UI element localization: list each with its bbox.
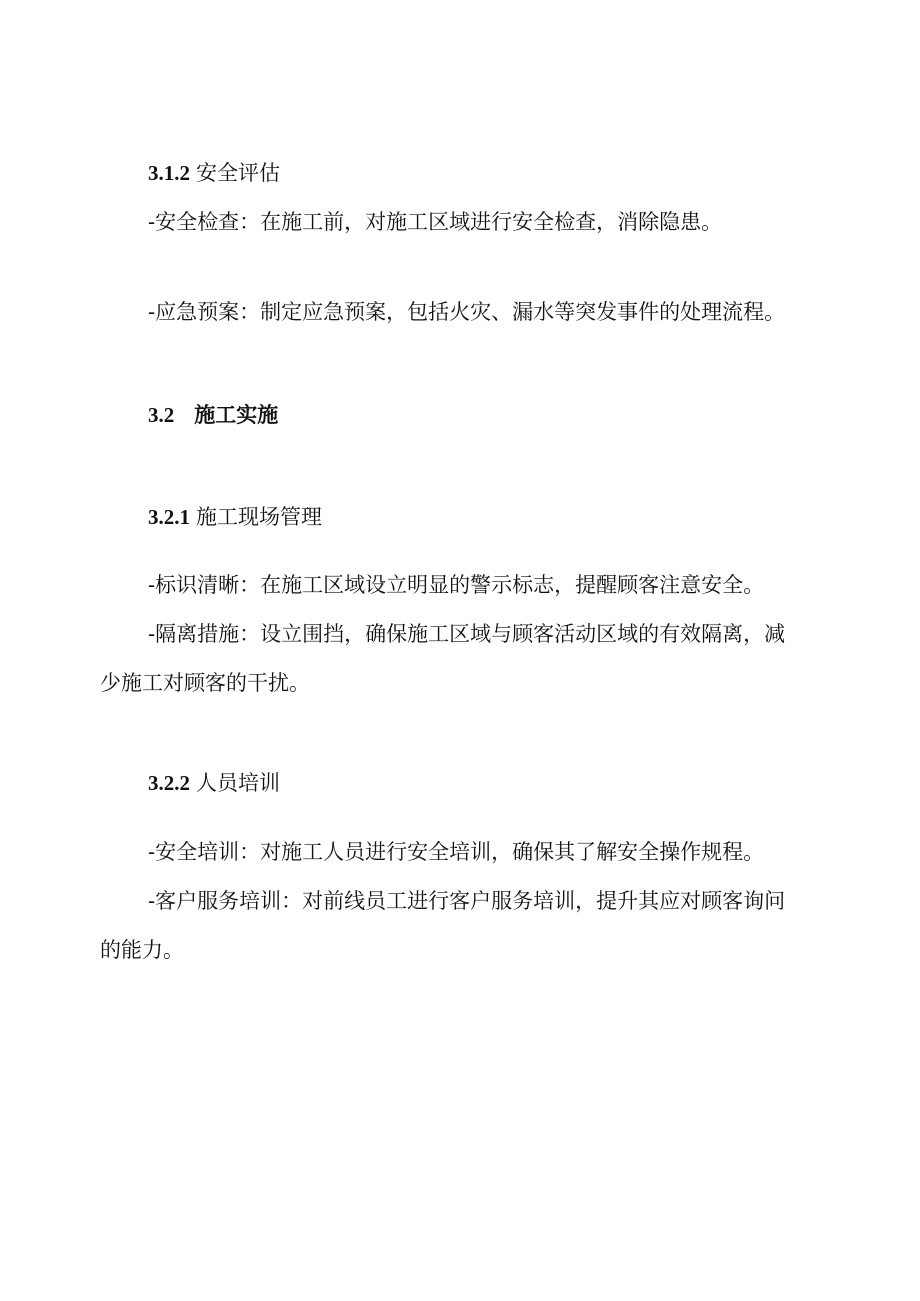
paragraph-signage: -标识清晰：在施工区域设立明显的警示标志，提醒顾客注意安全。 [148, 573, 765, 597]
heading-title: 施工实施 [194, 402, 279, 427]
heading-3-1-2 [148, 159, 280, 187]
heading-title: 施工现场管理 [196, 505, 322, 529]
paragraph-safety-check: -安全检查：在施工前，对施工区域进行安全检查，消除隐患。 [148, 210, 723, 234]
heading-3-2 [148, 401, 278, 429]
paragraph-isolation-cont: 少施工对顾客的干扰。 [100, 671, 310, 695]
heading-3-2-2 [148, 769, 280, 797]
heading-number: 3.2 [148, 403, 175, 427]
heading-number: 3.2.2 [148, 771, 190, 795]
paragraph-service-training: -客户服务培训：对前线员工进行客户服务培训，提升其应对顾客询问 [148, 889, 786, 913]
paragraph-safety-training: -安全培训：对施工人员进行安全培训，确保其了解安全操作规程。 [148, 840, 765, 864]
heading-number: 3.2.1 [148, 505, 190, 529]
heading-number: 3.1.2 [148, 161, 190, 185]
paragraph-emergency-plan: -应急预案：制定应急预案，包括火灾、漏水等突发事件的处理流程。 [148, 300, 786, 324]
heading-title: 安全评估 [196, 161, 280, 185]
heading-3-2-1 [148, 503, 322, 531]
heading-title: 人员培训 [196, 771, 280, 795]
paragraph-service-training-cont: 的能力。 [100, 938, 184, 962]
paragraph-isolation: -隔离措施：设立围挡，确保施工区域与顾客活动区域的有效隔离，减 [148, 622, 786, 646]
